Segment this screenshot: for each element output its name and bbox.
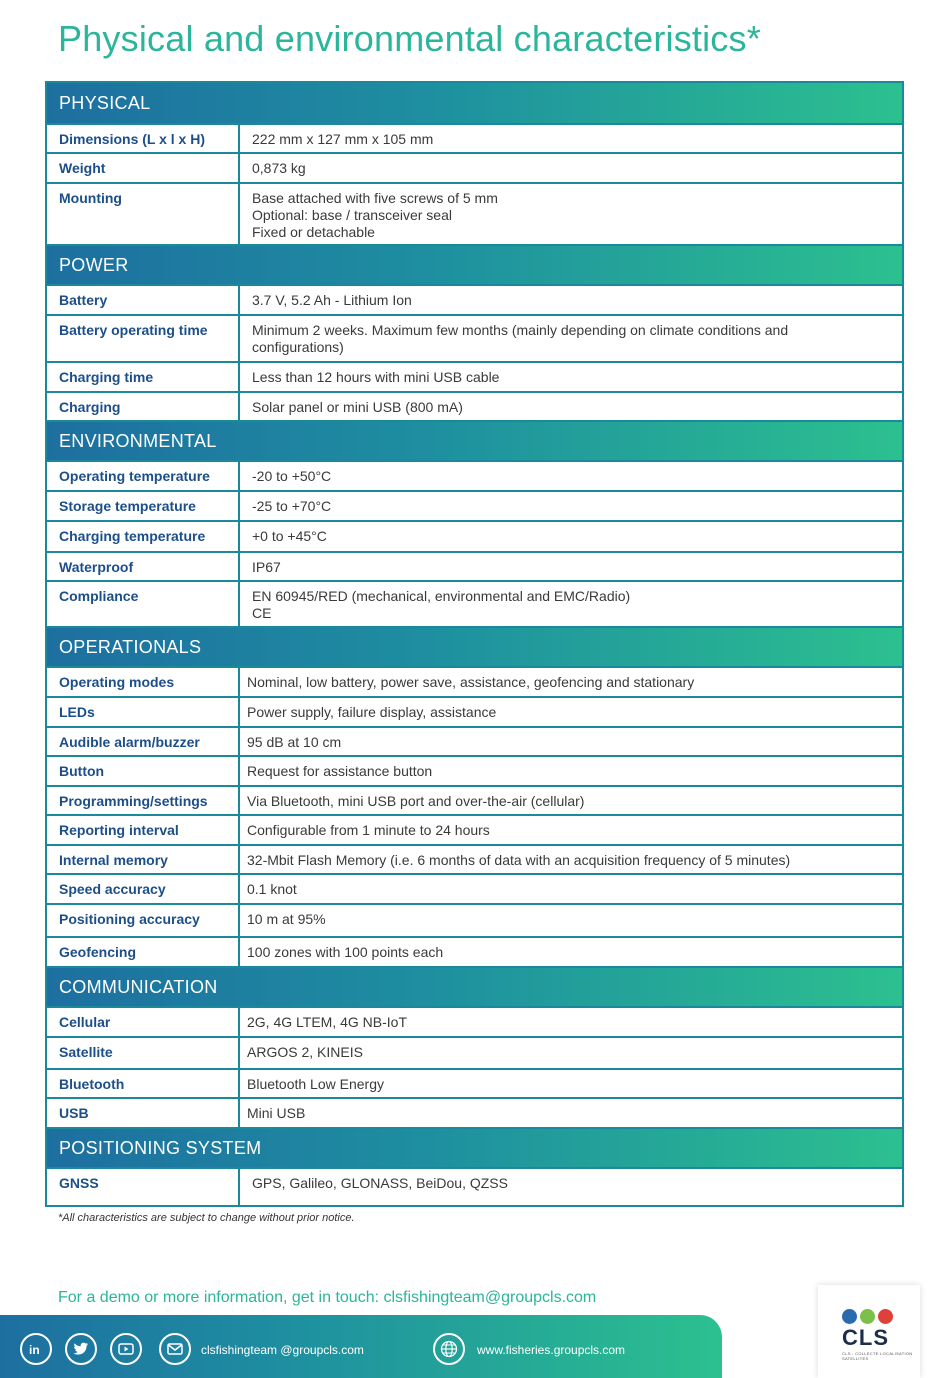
spec-value-line: 2G, 4G LTEM, 4G NB-IoT xyxy=(247,1014,408,1030)
spec-value xyxy=(240,553,902,580)
spec-row xyxy=(47,1036,902,1068)
spec-value xyxy=(240,286,902,314)
cls-logo xyxy=(818,1285,920,1378)
spec-label: GNSS xyxy=(47,1169,240,1205)
section-header-communication: COMMUNICATION xyxy=(47,966,902,1006)
spec-row xyxy=(47,391,902,420)
spec-value xyxy=(240,698,902,726)
spec-value xyxy=(240,363,902,391)
youtube-icon[interactable] xyxy=(110,1333,142,1365)
spec-value-line: Power supply, failure display, assistance xyxy=(247,704,497,720)
spec-label: Compliance xyxy=(47,582,240,626)
spec-row xyxy=(47,361,902,391)
spec-value-line: Base attached with five screws of 5 mm xyxy=(252,190,498,206)
spec-row xyxy=(47,123,902,152)
twitter-icon[interactable] xyxy=(65,1333,97,1365)
spec-value-line: Optional: base / transceiver seal xyxy=(252,207,452,223)
spec-value-line: Configurable from 1 minute to 24 hours xyxy=(247,822,490,838)
spec-value xyxy=(240,492,902,520)
spec-label: Cellular xyxy=(47,1008,240,1036)
spec-row xyxy=(47,726,902,755)
spec-row xyxy=(47,1097,902,1127)
spec-value xyxy=(240,1070,902,1097)
spec-row xyxy=(47,666,902,696)
spec-label: Bluetooth xyxy=(47,1070,240,1097)
spec-row xyxy=(47,814,902,844)
globe-icon[interactable] xyxy=(433,1333,465,1365)
spec-value xyxy=(240,125,902,152)
spec-label: Charging xyxy=(47,393,240,420)
spec-value-line: Nominal, low battery, power save, assistance, geofencing and stationary xyxy=(247,674,695,690)
section-header-environmental: ENVIRONMENTAL xyxy=(47,420,902,460)
spec-row xyxy=(47,460,902,490)
spec-value-line: Request for assistance button xyxy=(247,763,433,779)
spec-value xyxy=(240,1008,902,1036)
spec-row xyxy=(47,152,902,182)
spec-row xyxy=(47,1068,902,1097)
section-header-positioning: POSITIONING SYSTEM xyxy=(47,1127,902,1167)
spec-row xyxy=(47,785,902,814)
spec-value-line: 95 dB at 10 cm xyxy=(247,734,342,750)
spec-row xyxy=(47,284,902,314)
logo-dot-red xyxy=(878,1309,893,1324)
spec-label: Battery xyxy=(47,286,240,314)
spec-value-line: EN 60945/RED (mechanical, environmental and EMC/Radio) xyxy=(252,588,631,604)
spec-label: Storage temperature xyxy=(47,492,240,520)
spec-value-line: 32-Mbit Flash Memory (i.e. 6 months of data with an acquisition frequency of 5 minutes) xyxy=(247,852,791,868)
contact-line[interactable]: For a demo or more information, get in touch: clsfishingteam@groupcls.com xyxy=(58,1289,597,1306)
spec-label: USB xyxy=(47,1099,240,1127)
spec-row xyxy=(47,903,902,936)
spec-label: Geofencing xyxy=(47,938,240,966)
spec-row xyxy=(47,520,902,551)
spec-value-line: IP67 xyxy=(252,559,281,575)
spec-value-line: +0 to +45°C xyxy=(252,528,327,544)
section-header-physical: PHYSICAL xyxy=(47,83,902,123)
spec-value-line: -25 to +70°C xyxy=(252,498,332,514)
spec-value xyxy=(240,522,902,551)
spec-label: Mounting xyxy=(47,184,240,244)
spec-label: Programming/settings xyxy=(47,787,240,814)
spec-value-line: configurations) xyxy=(252,339,344,355)
spec-label: Operating modes xyxy=(47,668,240,696)
spec-row xyxy=(47,755,902,785)
section-header-power: POWER xyxy=(47,244,902,284)
footer-bar xyxy=(0,1315,722,1378)
spec-row xyxy=(47,1006,902,1036)
spec-label: Reporting interval xyxy=(47,816,240,844)
spec-label: Waterproof xyxy=(47,553,240,580)
svg-text:in: in xyxy=(29,1343,40,1357)
spec-value xyxy=(240,728,902,755)
spec-value-line: CE xyxy=(252,605,272,621)
spec-value xyxy=(240,462,902,490)
spec-row xyxy=(47,314,902,361)
spec-label: Positioning accuracy xyxy=(47,905,240,936)
spec-value xyxy=(240,1169,902,1205)
spec-value xyxy=(240,393,902,420)
spec-label: Dimensions (L x l x H) xyxy=(47,125,240,152)
spec-value-line: 0,873 kg xyxy=(252,160,306,176)
spec-row xyxy=(47,580,902,626)
disclaimer-note: *All characteristics are subject to change without prior notice. xyxy=(58,1212,355,1224)
spec-value-line: Mini USB xyxy=(247,1105,306,1121)
footer-website[interactable]: www.fisheries.groupcls.com xyxy=(477,1343,626,1357)
linkedin-icon[interactable] xyxy=(20,1333,52,1365)
spec-label: Button xyxy=(47,757,240,785)
spec-value xyxy=(240,757,902,785)
spec-row xyxy=(47,490,902,520)
spec-value-line: 100 zones with 100 points each xyxy=(247,944,444,960)
spec-value-line: Via Bluetooth, mini USB port and over-the-air (cellular) xyxy=(247,793,585,809)
logo-dot-blue xyxy=(842,1309,857,1324)
spec-label: LEDs xyxy=(47,698,240,726)
spec-label: Audible alarm/buzzer xyxy=(47,728,240,755)
spec-value xyxy=(240,875,902,903)
spec-value-line: Fixed or detachable xyxy=(252,224,375,240)
spec-value-line: Bluetooth Low Energy xyxy=(247,1076,384,1092)
spec-label: Charging temperature xyxy=(47,522,240,551)
logo-subtitle: CLS - COLLECTE LOCALISATION SATELLITES xyxy=(842,1351,913,1361)
spec-value-line: 222 mm x 127 mm x 105 mm xyxy=(252,131,434,147)
spec-value-line: ARGOS 2, KINEIS xyxy=(247,1044,363,1060)
logo-dot-green xyxy=(860,1309,875,1324)
spec-value xyxy=(240,154,902,182)
page-title: Physical and environmental characteristics* xyxy=(58,18,761,59)
spec-label: Operating temperature xyxy=(47,462,240,490)
spec-row xyxy=(47,873,902,903)
spec-row xyxy=(47,182,902,244)
spec-value-line: 0.1 knot xyxy=(247,881,297,897)
spec-row xyxy=(47,551,902,580)
spec-row xyxy=(47,696,902,726)
spec-value-line: Minimum 2 weeks. Maximum few months (mainly depending on climate conditions and xyxy=(252,322,789,338)
spec-label: Satellite xyxy=(47,1038,240,1068)
spec-value-line: GPS, Galileo, GLONASS, BeiDou, QZSS xyxy=(252,1175,508,1191)
spec-label: Weight xyxy=(47,154,240,182)
email-icon[interactable] xyxy=(159,1333,191,1365)
spec-value xyxy=(240,184,902,244)
spec-label: Charging time xyxy=(47,363,240,391)
spec-value xyxy=(240,938,902,966)
spec-value-line: Less than 12 hours with mini USB cable xyxy=(252,369,500,385)
spec-label: Speed accuracy xyxy=(47,875,240,903)
spec-value xyxy=(240,668,902,696)
spec-row xyxy=(47,936,902,966)
spec-value xyxy=(240,787,902,814)
spec-value-line: 3.7 V, 5.2 Ah - Lithium Ion xyxy=(252,292,412,308)
spec-value-line: 10 m at 95% xyxy=(247,911,326,927)
spec-value-line: Solar panel or mini USB (800 mA) xyxy=(252,399,463,415)
spec-table xyxy=(45,81,904,1207)
spec-value xyxy=(240,316,902,361)
spec-value xyxy=(240,905,902,936)
logo-dots xyxy=(842,1309,893,1324)
spec-value xyxy=(240,582,902,626)
section-header-operationals: OPERATIONALS xyxy=(47,626,902,666)
spec-value xyxy=(240,1099,902,1127)
spec-row xyxy=(47,844,902,873)
logo-text: CLS xyxy=(842,1325,889,1350)
spec-value-line: -20 to +50°C xyxy=(252,468,332,484)
footer-email[interactable]: clsfishingteam @groupcls.com xyxy=(201,1343,364,1357)
spec-value xyxy=(240,846,902,873)
spec-label: Internal memory xyxy=(47,846,240,873)
spec-label: Battery operating time xyxy=(47,316,240,361)
spec-value xyxy=(240,1038,902,1068)
spec-row xyxy=(47,1167,902,1205)
spec-value xyxy=(240,816,902,844)
